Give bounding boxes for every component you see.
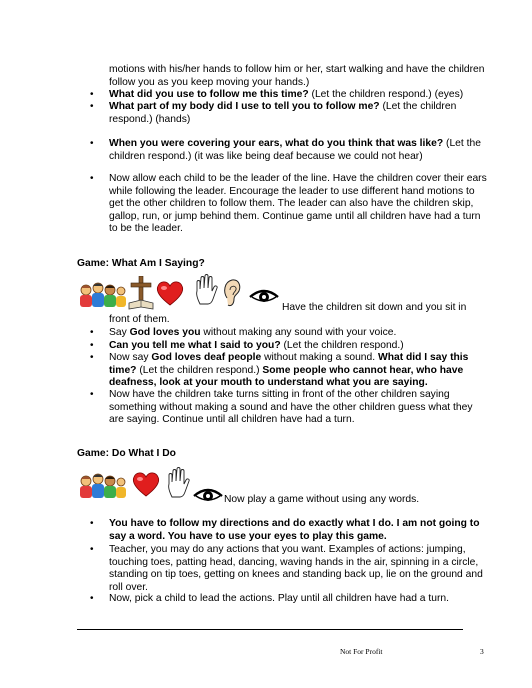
response-text: (Let the children respond.) (eyes) xyxy=(308,89,464,100)
ear-icon xyxy=(222,278,242,308)
footer-rule xyxy=(77,629,463,630)
text-run: without making any sound with your voice. xyxy=(200,327,397,338)
bullet: • xyxy=(90,327,94,338)
bold-run: What did I say this time? xyxy=(109,352,469,376)
bold-run: You have to follow my directions and do exactly what I do. I am not going to say a word. You have to use your eyes to play this game. xyxy=(109,518,480,542)
text-run: Teacher, you may do any actions that you want. Examples of actions: jumping, touching toes, patting head, dancing, waving hands in the air, spinning in a circle, standing on tip toes, getting on knees and standing back up, lie on the ground and roll over. xyxy=(109,544,483,593)
bullet: • xyxy=(90,340,94,351)
list-item xyxy=(90,518,489,543)
footer-text: Not For Profit xyxy=(340,647,383,656)
question-text: What did you use to follow me this time? xyxy=(109,89,309,100)
children-group-icon xyxy=(78,473,126,501)
heart-icon xyxy=(156,280,184,306)
page-number: 3 xyxy=(480,647,484,656)
bullet: • xyxy=(90,593,94,604)
list-item xyxy=(90,389,489,427)
bullet: • xyxy=(90,389,94,400)
list-item xyxy=(90,593,489,606)
eye-icon xyxy=(248,288,280,304)
list-item xyxy=(90,138,489,163)
text-run: (Let the children respond.) xyxy=(280,340,404,351)
list-item xyxy=(90,89,489,102)
icon-caption-continued: front of them. xyxy=(109,314,170,325)
text-run: Now, pick a child to lead the actions. Play until all children have had a turn. xyxy=(109,593,449,604)
icon-caption: Now play a game without using any words. xyxy=(224,494,420,505)
icon-row xyxy=(78,274,278,310)
response-text: (Let the children respond.) (hands) xyxy=(109,101,457,125)
list-item xyxy=(90,340,489,353)
bullet: • xyxy=(90,89,94,100)
list-item xyxy=(90,544,489,594)
bold-run: God loves deaf people xyxy=(151,352,262,363)
heart-icon xyxy=(132,471,160,497)
bold-run: God loves you xyxy=(129,327,201,338)
children-group-icon xyxy=(78,282,126,310)
intro-paragraph: motions with his/her hands to follow him or her, start walking and have the children follow you as you keep moving your hands.) xyxy=(109,64,485,88)
section-heading: Game: Do What I Do xyxy=(77,448,176,459)
bold-run: Some people who cannot hear, who have deafness, look at your mouth to understand what you are saying. xyxy=(109,364,464,389)
cross-bible-icon xyxy=(128,276,154,310)
text-run: Now have the children take turns sitting in front of the other children saying something without making a sound and have the other children guess what they are saying. Continue until all children have had a turn. xyxy=(109,389,473,426)
list-item xyxy=(90,101,489,126)
bullet: • xyxy=(90,544,94,555)
list-item xyxy=(90,327,489,340)
bullet: • xyxy=(90,138,94,149)
icon-caption: Have the children sit down and you sit in xyxy=(282,302,467,313)
text-run: Now say xyxy=(109,352,152,363)
question-text: When you were covering your ears, what do you think that was like? xyxy=(109,138,444,149)
section-heading: Game: What Am I Saying? xyxy=(77,258,205,269)
icon-row xyxy=(78,467,228,503)
text-run: without making a sound. xyxy=(261,352,378,363)
bullet: • xyxy=(90,173,94,184)
bullet: • xyxy=(90,518,94,529)
bullet: • xyxy=(90,101,94,112)
hand-icon xyxy=(166,467,190,499)
bullet: • xyxy=(90,352,94,363)
instruction-text: Now allow each child to be the leader of the line. Have the children cover their ears while following the leader. Encourage the leader to use different hand motions to get the other children to follow them. The leader can also have the children skip, gallop, run, or jump behind them. Continue game until all children have had a turn to be the leader. xyxy=(109,173,487,235)
text-run: Say xyxy=(109,327,130,338)
question-text: What part of my body did I use to tell you to follow me? xyxy=(109,101,380,112)
response-text: (Let the children respond.) (it was like being deaf because we could not hear) xyxy=(109,138,481,162)
bold-run: Can you tell me what I said to you? xyxy=(109,340,281,351)
list-item xyxy=(90,173,489,236)
list-item xyxy=(90,352,489,390)
text-run: (Let the children respond.) xyxy=(136,364,263,376)
hand-icon xyxy=(194,274,218,306)
eye-icon xyxy=(192,487,224,503)
